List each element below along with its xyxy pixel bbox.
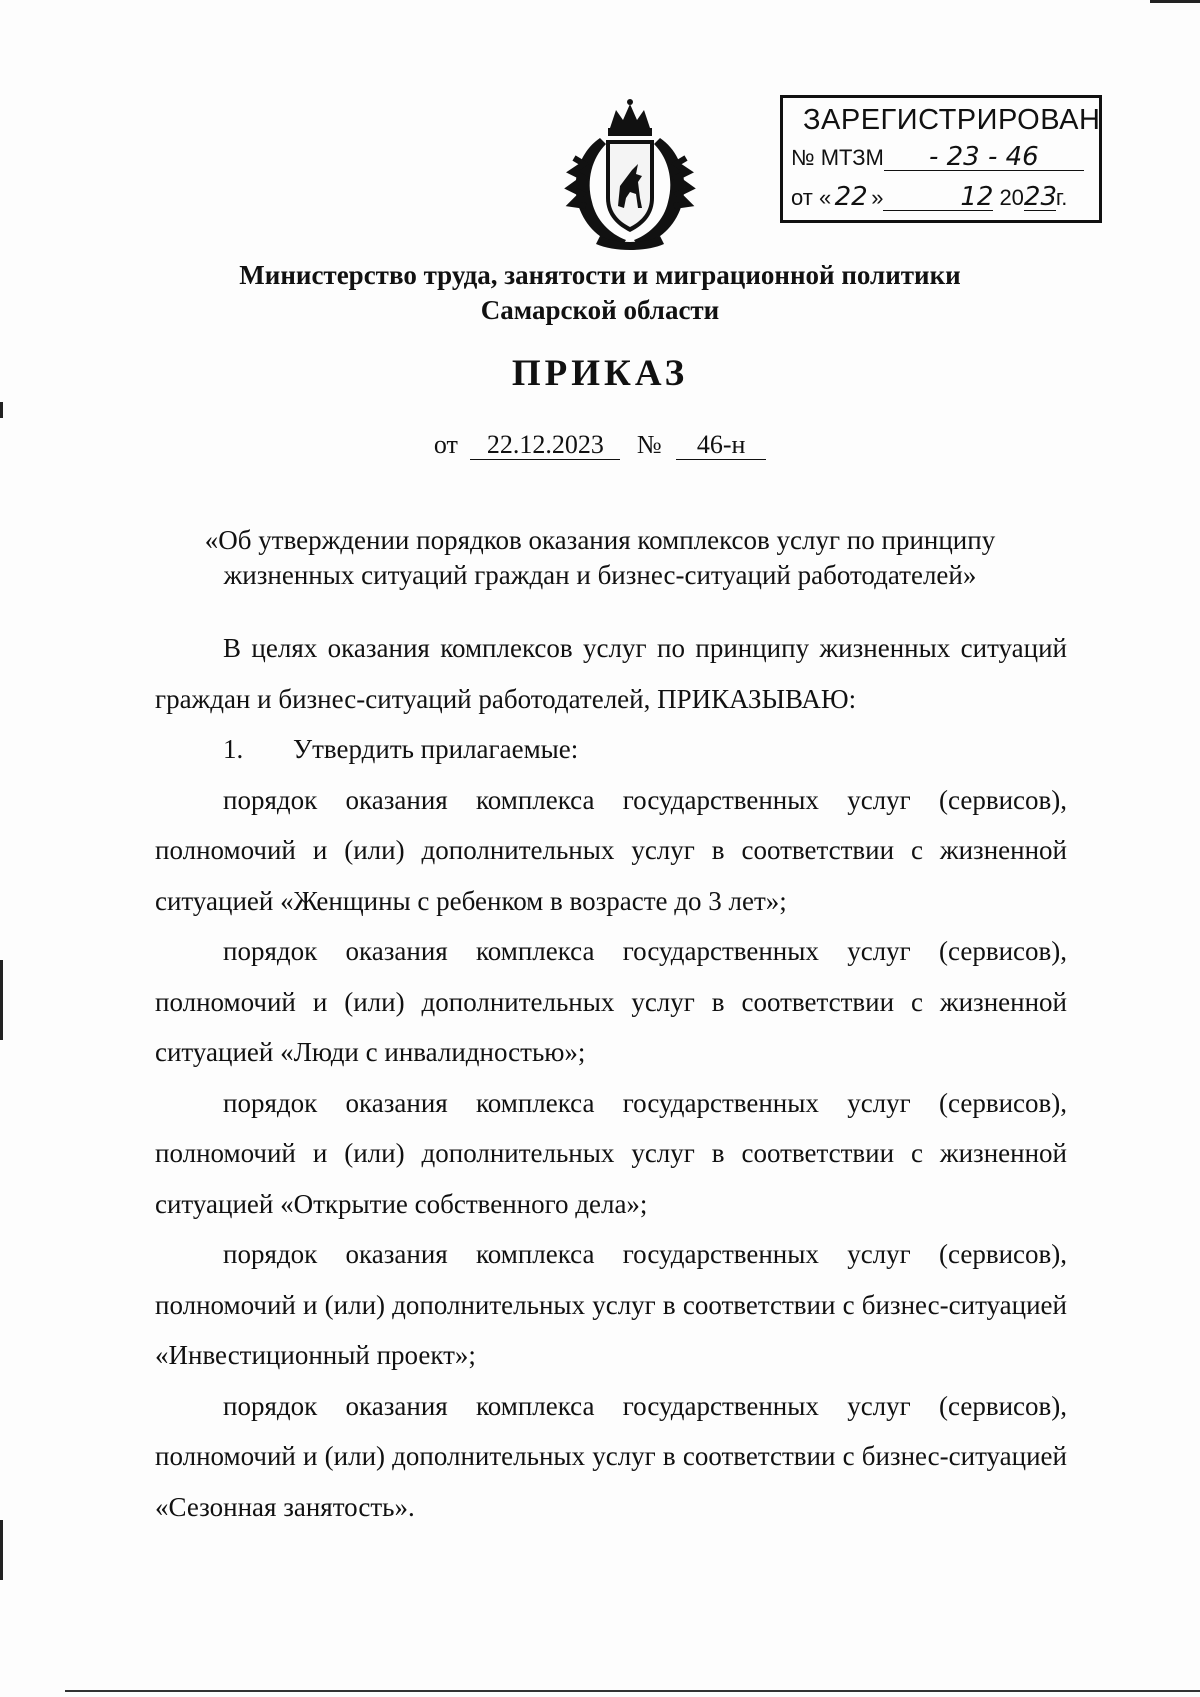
item-1-title: Утвердить прилагаемые: [293,734,579,764]
stamp-number-handwritten: - 23 - 46 [884,144,1084,171]
scan-mark-left-2 [0,960,3,1040]
order-number-label: № [636,430,662,459]
stamp-date-mid: » [871,185,884,210]
ministry-line-1: Министерство труда, занятости и миграционной политики [239,260,961,290]
registration-stamp [780,95,1102,223]
ministry-line-2: Самарской области [480,295,720,325]
procedure-paragraph: порядок оказания комплекса государственных услуг (сервисов), полномочий и (или) дополнительных услуг в соответствии с жизненной ситуацией «Открытие собственного дела»; [155,1087,1067,1219]
scan-mark-left-3 [0,1520,3,1580]
order-subject [140,523,1060,593]
stamp-date-row [791,184,1067,211]
item-1-number: 1. [223,734,244,764]
subject-line-2: жизненных ситуаций граждан и бизнес-ситуаций работодателей» [223,560,977,590]
item-1 [155,724,1067,775]
coat-of-arms-emblem [560,98,700,250]
preamble-paragraph: В целях оказания комплексов услуг по принципу жизненных ситуаций граждан и бизнес-ситуаций работодателей, ПРИКАЗЫВАЮ: [155,633,1067,714]
order-number: 46-н [676,431,766,460]
stamp-date-suffix: г. [1055,185,1068,210]
stamp-date-day: 22 [834,182,868,212]
scan-mark-top-right [1150,0,1200,3]
procedure-paragraph: порядок оказания комплекса государственных услуг (сервисов), полномочий и (или) дополнительных услуг в соответствии с бизнес-ситуацией «Инвестиционный проект»; [155,1239,1067,1370]
order-date-number [0,430,1200,460]
order-body [155,623,1067,1532]
stamp-date-year-prefix: 20 [999,185,1024,210]
stamp-date-month: 12 [883,184,993,211]
order-date: 22.12.2023 [470,431,620,460]
ministry-name [0,258,1200,328]
procedure-paragraph: порядок оказания комплекса государственных услуг (сервисов), полномочий и (или) дополнительных услуг в соответствии с жизненной ситуацией «Женщины с ребенком в возрасте до 3 лет»; [155,784,1067,916]
stamp-date-prefix: от « [791,185,832,210]
procedure-paragraph: порядок оказания комплекса государственных услуг (сервисов), полномочий и (или) дополнительных услуг в соответствии с бизнес-ситуацией «Сезонная занятость». [155,1390,1067,1522]
scan-mark-left-1 [0,402,3,418]
document-type-title: ПРИКАЗ [511,353,689,394]
stamp-date-year: 23 [1023,182,1058,212]
stamp-number-prefix: № МТЗМ [791,145,884,170]
stamp-number-row [791,144,1084,171]
stamp-title: ЗАРЕГИСТРИРОВАН [803,104,1101,136]
bottom-scan-rule [65,1690,1200,1692]
procedure-paragraph: порядок оказания комплекса государственных услуг (сервисов), полномочий и (или) дополнительных услуг в соответствии с жизненной ситуацией «Люди с инвалидностью»; [155,936,1067,1067]
subject-line-1: «Об утверждении порядков оказания комплексов услуг по принципу [204,525,996,555]
order-from-label: от [433,430,458,459]
